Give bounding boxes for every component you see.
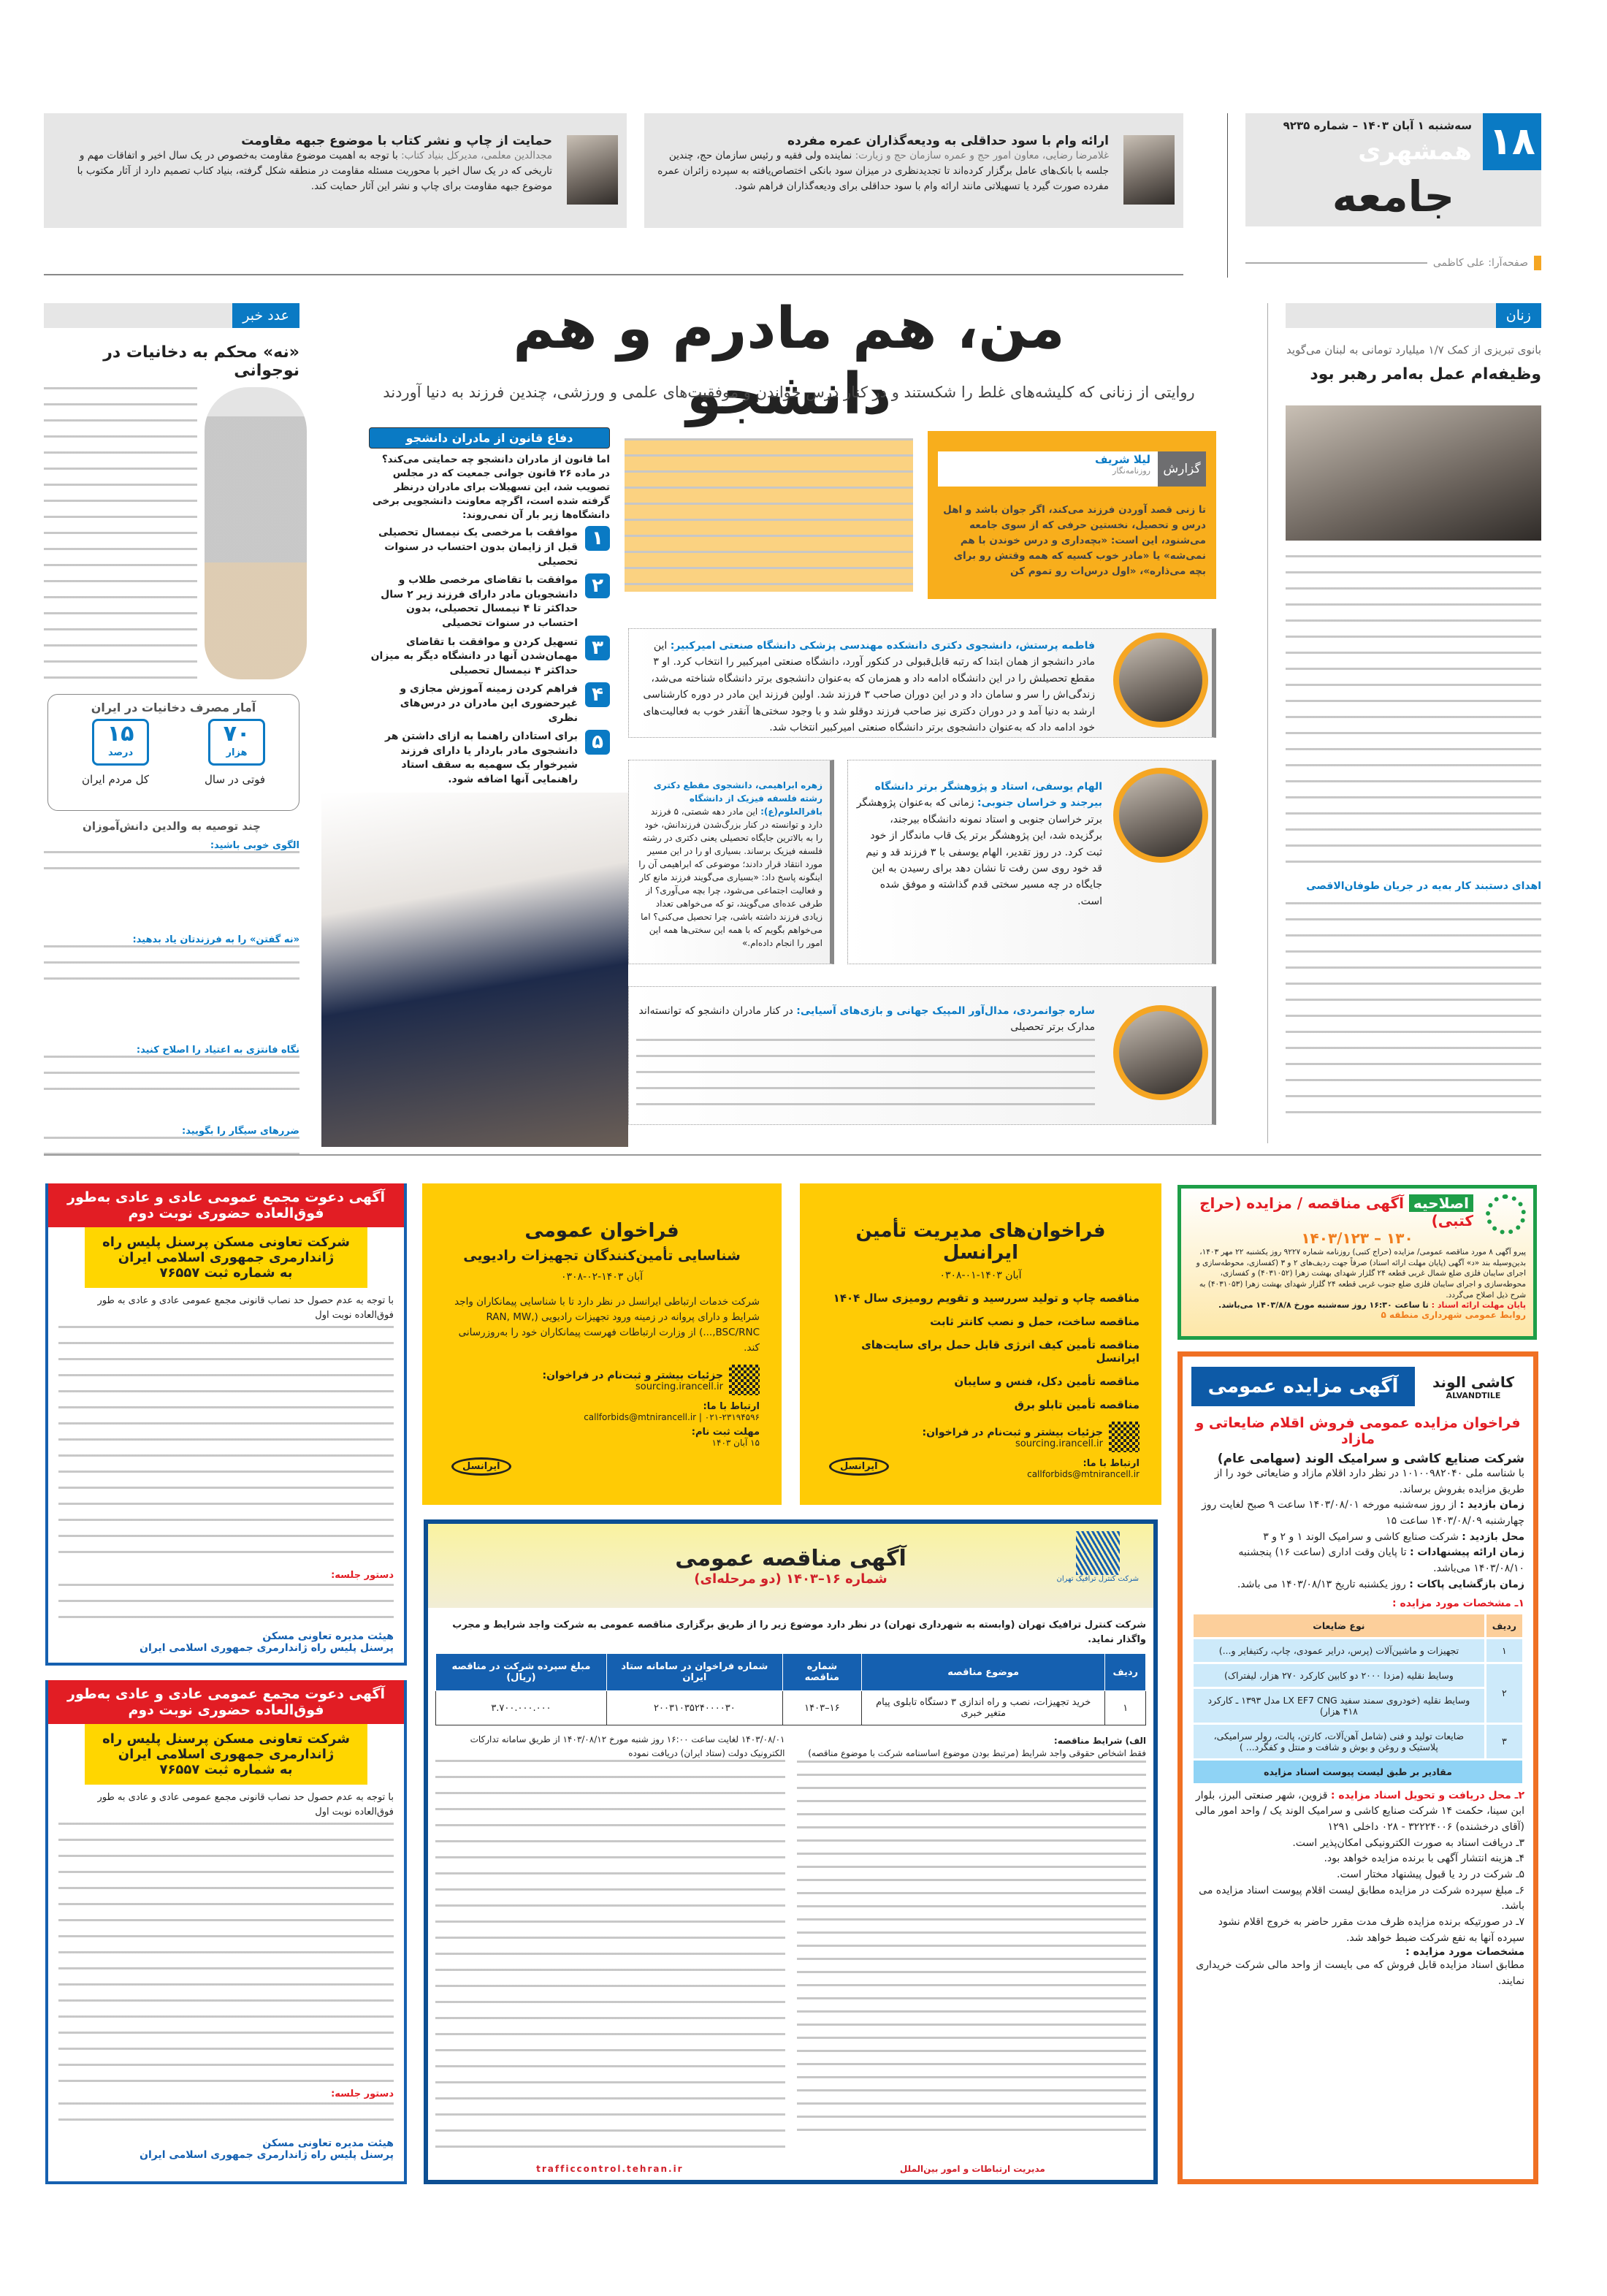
ad-title: فراخوان‌های مدیریت تأمین ایرانسل: [855, 1220, 1106, 1264]
final-label: مشخصات مورد مزایده :: [1405, 1946, 1524, 1959]
profile-zahra: [628, 760, 834, 964]
cell: تجهیزات و ماشین‌آلات (پرس، درایر عمودی، چاپ، رکتیفایر و...): [1193, 1638, 1486, 1663]
tender-list: [822, 1292, 1140, 1411]
ad-number: ۱۳۰ – ۱۴۰۳/۱۲۳: [1301, 1229, 1413, 1247]
profile-text: این مادر دهه شصتی، ۵ فرزند دارد و توانسته در کنار بزرگ‌شدن فرزندانش، خود را به بالاترین جایگاه تحصیلی یعنی دکتری در رشته فلسفه فیزیک برساند. بسیاری او را در این مسیر مورد انتقاد قرار دادند؛ موضوعی که ابراهیمی آن را اینگونه پاسخ داد: «بسیاری می‌گویند فرزند مانع کار و فعالیت اجتماعی می‌شود، چرا بچه می‌آوری؟ از طرفی عده‌ای می‌گویند، تو که می‌خواهی تعداد زیادی فرزند داشته باشی، چرا تحصیل می‌کنی؟ اما می‌خواهم بگویم که با همه این سختی‌ها همه این امور را انجام داده‌ام.»: [638, 806, 822, 948]
bullet-label: زمان ارائه پیشنهادات :: [1409, 1546, 1524, 1559]
ad-footer: هیئت مدیره تعاونی مسکن: [262, 1631, 394, 1643]
ad-body: شرکت خدمات ارتباطی ایرانسل در نظر دارد تا با شناسایی پیمانکاران واجد شرایط و دارای پروانه در زمینه ورود تجهیزات رادیویی (RAN, MW, BSC/RNC,...) از وزارت ارتباطات فهرست پیمانکاران خود را به‌روزرسانی کند.: [454, 1296, 760, 1354]
tender-item: مناقصه چاپ و تولید سررسید و تقویم رومیزی سال ۱۴۰۴: [833, 1292, 1140, 1305]
stat-unit: هزار: [226, 747, 248, 758]
tips-title: چند توصیه به والدین دانش‌آموزان: [83, 820, 261, 833]
ad-footer: هیئت مدیره تعاونی مسکن: [262, 2137, 394, 2150]
correction-badge: اصلاحیه: [1409, 1194, 1473, 1212]
section-tag-number: [44, 303, 299, 328]
ad-code: آبان ۱۴۰۳-۰۲-۰۳۰۸: [560, 1271, 644, 1283]
cell: ۳: [1485, 1723, 1523, 1759]
tip-title: ضررهای سیگار را بگویید:: [182, 1126, 299, 1137]
stat-value: ۷۰: [223, 721, 251, 747]
contact-info: callforbids@mtnirancell.ir: [1027, 1469, 1140, 1479]
item-text: تسهیل کردن و موافقت با تقاضای مهمان‌شدن آنها در دانشگاه دیگر به میزان حداکثر ۴ نیمسال تحصیلی: [370, 636, 578, 676]
profile-name: زهره ابراهیمی، دانشجوی مقطع دکتری رشته فلسفه فیزیک از دانشگاه باقرالعلوم(ع):: [653, 780, 822, 817]
hookah-image: [205, 387, 307, 679]
tender-item: مناقصه ساخت، حمل و نصب کانتر ثابت: [930, 1315, 1140, 1328]
profile-photo: [1113, 768, 1208, 863]
item2-text: قزوین، شهر صنعتی البرز، بلوار ابن سینا، حکمت ۱۴ شرکت صنایع کاشی و سرامیک الوند یک / واحد امور مالی (آقای درخشنده) ۳۲۲۲۴۰۰۶ - ۰۲۸ داخلی ۱۲۹۱: [1195, 1789, 1524, 1833]
cell: ۲۰۰۳۱۰۳۵۲۴۰۰۰۰۳۰: [606, 1691, 782, 1725]
ad-alvand-auction: [1177, 1351, 1538, 2184]
tobacco-stats-box: [47, 694, 299, 811]
note: ۶ـ مبلغ سپرده شرکت در مزایده مطابق لیست اقلام پیوست اسناد مزایده می باشد.: [1199, 1884, 1524, 1912]
law-box-intro: اما قانون از مادران دانشجو چه حمایتی می‌کند؟ در ماده ۲۶ قانون جوانی جمعیت که در مجلس تصویب شد، این تسهیلات برای مادران درنظر گرفته شده است، اگرچه معاونت دانشجویی برخی دانشگاه‌ها زیر بار آن نمی‌روند:: [372, 454, 610, 521]
dates-text: ۱۴۰۳/۰۸/۰۱ لغایت ساعت ۱۶:۰۰ روز شنبه مورخ ۱۴۰۳/۰۸/۱۲ از طریق سامانه تدارکات الکترونیک دولت (ستاد ایران) دریافت نموده: [470, 1734, 785, 1758]
report-lead: تا زنی قصد آوردن فرزند می‌کند، اگر جوان باشد و اهل درس و تحصیل، نخستین حرفی که از سوی جامعه می‌شنود، این است: «بچه‌داری و درس خوندن با هم نمی‌شه» یا «مادر خوب کسیه که همه وقتش رو برای بچه می‌ذاره»، «اول درس‌ات رو تموم کن: [943, 504, 1206, 577]
stat-population: [82, 719, 149, 786]
ad-link[interactable]: sourcing.irancell.ir: [1015, 1438, 1103, 1449]
logo-text: شرکت کنترل ترافیک تهران: [1056, 1575, 1139, 1583]
tips-list: [44, 840, 299, 1169]
bullet-label: محل بازدید :: [1462, 1530, 1524, 1543]
logo-text-en: ALVANDTILE: [1446, 1390, 1501, 1400]
women-body-text: [1286, 555, 1541, 869]
stat-label: فوتی در سال: [204, 773, 266, 786]
contact-info: ۰۲۱-۲۳۱۹۴۵۹۶ | callforbids@mtnirancell.ir: [584, 1411, 760, 1422]
author-name: لیلا شریف: [1095, 453, 1150, 466]
ad-title: آگهی مناقصه عمومی: [675, 1545, 906, 1571]
bullet-text: از روز سه‌شنبه مورخه ۱۴۰۳/۰۸/۰۱ ساعت ۹ صبح لغایت روز چهارشنبه ۱۴۰۳/۰۸/۰۹ ساعت ۱۵: [1202, 1499, 1524, 1528]
law-box: [369, 427, 610, 787]
ad-company: شرکت تعاونی مسکن پرسنل پلیس راه ژاندارمری جمهوری اسلامی ایران: [102, 1731, 350, 1762]
tip-title: الگوی خوبی باشید:: [210, 840, 299, 851]
profile-text: این مادر دانشجو از همان ابتدا که رتبه قابل‌قبولی در کنکور آورد، دانشگاه صنعتی امیرکبیر را انتخاب کرد. او ۳ مقطع تحصیلش را در این دانشگاه ادامه داد و همزمان که به‌عنوان دانشجوی برتر دانشگاه شناخته می‌شد، زندگی‌اش را سر و سامان داد و در این دوران صاحب ۳ فرزند شد. اولین فرزند این مادر در دوره کارشناسی ارشد به دنیا آمد و در دوران دکتری نیز صاحب فرزند دوقلو شد و با وجود سختی‌ها آنقدر خوب به فعالیت‌های خود ادامه داد که به‌عنوان دانشجوی برتر دانشگاه صنعتی امیرکبیر انتخاب شد.: [643, 640, 1095, 733]
tag-label: عدد خبر: [232, 303, 299, 328]
profile-name: الهام یوسفی، استاد و پژوهشگر برتر دانشگاه بیرجند و خراسان جنوبی:: [874, 781, 1102, 809]
ad-company: شرکت تعاونی مسکن پرسنل پلیس راه ژاندارمری جمهوری اسلامی ایران: [102, 1235, 350, 1265]
irancell-logo: ایرانسل: [451, 1457, 511, 1476]
item-text: برای استادان راهنما به ازای داشتن هر دانشجوی مادر باردار یا دارای فرزند شیرخوار یک سهمیه به سقف استاد راهنمایی آنها اضافه شود.: [385, 731, 578, 785]
column-header: مبلغ سپرده شرکت در مناقصه (ریال): [436, 1654, 607, 1691]
column-header: ردیف: [1485, 1613, 1523, 1638]
ad-footer: مدیریت ارتباطات و امور بین‌الملل: [899, 2164, 1045, 2174]
cell: ۱۶–۱۴۰۳: [782, 1691, 861, 1725]
page-number: ۱۸: [1483, 113, 1541, 170]
news-title: ارائه وام با سود حداقلی به ودیعه‌گذاران عمره مفرده: [787, 134, 1109, 148]
stats-title: آمار مصرف دخانیات در ایران: [91, 701, 256, 714]
news-photo: [1123, 135, 1175, 205]
main-headline: من، هم مادرم و هم دانشجو: [513, 296, 1065, 427]
details-label: جزئیات بیشتر و ثبت‌نام در فراخوان:: [922, 1427, 1103, 1438]
ad-irancell-radio: [422, 1183, 782, 1505]
profile-text: زمانی که به‌عنوان پژوهشگر برتر خراسان جنوبی و استاد نمونه دانشگاه بیرجند، برگزیده شد، این پژوهشگر برتر یک قاب ماندگار از خود ثبت کرد. در روز تقدیر، الهام یوسفی با ۳ فرزند قد و نیم قد خود روی سن رفت تا نشان دهد برای رسیدن به این جایگاه در چه مسیر سختی قدم گذاشته و موفق شده است.: [856, 797, 1102, 907]
ad-number: شماره ۱۶–۱۴۰۳ (دو مرحله‌ای): [694, 1571, 888, 1587]
column-header: شماره مناقصه: [782, 1654, 861, 1691]
profile-fatemeh: [628, 628, 1216, 738]
item2-label: ۲ـ محل دریافت و تحویل اسناد مزایده :: [1330, 1789, 1524, 1801]
ad-footer: روابط عمومی شهرداری منطقه ۵: [1381, 1310, 1526, 1321]
note: ۳ـ دریافت اسناد به صورت الکترونیکی امکان‌پذیر است.: [1292, 1837, 1524, 1849]
author-role: روزنامه‌نگار: [1112, 466, 1150, 476]
alvand-logo: [1422, 1373, 1524, 1400]
ad-correction: [1177, 1185, 1537, 1340]
layout-credit: [1245, 256, 1541, 270]
women-title: وظیفه‌ام عمل به‌امر رهبر بود: [1310, 365, 1541, 384]
profile-sareh: [628, 986, 1216, 1125]
table-row: [1193, 1687, 1524, 1723]
conditions-label: الف) شرایط مناقصه:: [1053, 1736, 1146, 1747]
deadline-label: پایان مهلت ارائه اسناد :: [1431, 1300, 1526, 1311]
main-subtitle: روایتی از زنانی که کلیشه‌های غلط را شکستند و در کنار درس خواندن و موفقیت‌های علمی و ورزشی، چندین فرزند به دنیا آوردند: [383, 384, 1195, 401]
ad-code: آبان ۱۴۰۳-۰۱-۰۳۰۸: [939, 1270, 1022, 1281]
cell: وسایط نقلیه (مزدا ۲۰۰۰ دو کابین کارکرد ۲۷۰ هزار، لیفتراک): [1193, 1663, 1486, 1687]
law-item: [369, 573, 610, 630]
cell: ۳.۷۰۰.۰۰۰.۰۰۰: [436, 1691, 607, 1725]
agenda-label: دستور جلسه:: [331, 1570, 394, 1582]
news-body: با توجه به اهمیت موضوع مقاومت به‌خصوص در یک سال اخیر و اتفاقات مهم و تاریخی که در یک سال اخیر با محوریت مسئله مقاومت در منطقه شکل گرفته، بنیاد کتاب تصمیم دارد از آثار مکتوب با موضوع جبهه مقاومت برای چاپ و نشر این آثار حمایت کند.: [77, 150, 552, 192]
bullet-text: روز یکشنبه تاریخ ۱۴۰۳/۰۸/۱۳ می باشد.: [1237, 1578, 1406, 1590]
ad-title: آگهی مزایده عمومی: [1191, 1367, 1415, 1406]
tender-table: [435, 1653, 1146, 1725]
ad-intro: با شناسه ملی ۱۰۱۰۰۹۸۲۰۴۰ در نظر دارد اقلام مازاد و ضایعاتی خود را از طریق مزایده بفروش برساند.: [1214, 1468, 1524, 1495]
note: ۷ـ در صورتیکه برنده مزایده ظرف مدت مقرر حاضر به خروج اقلام نشود سپرده آنها به نفع شرکت ضبط خواهد شد.: [1218, 1916, 1524, 1944]
tobacco-body-text: [44, 387, 197, 679]
bullet-label: زمان بازدید :: [1459, 1499, 1524, 1511]
law-item: [369, 526, 610, 569]
masthead: [1245, 113, 1541, 226]
alvand-bullet: [1191, 1577, 1524, 1593]
bullet-text: شرکت صنایع کاشی و سرامیک الوند ۱ و ۲ و ۳: [1263, 1530, 1459, 1543]
ad-title: فراخوان عمومی: [524, 1220, 679, 1242]
item-number: ۴: [585, 682, 610, 707]
column-header: نوع ضایعات: [1193, 1613, 1486, 1638]
tehran-municipality-logo-icon: [1486, 1194, 1526, 1235]
spec-title: ۱ـ مشخصات مورد مزایده :: [1392, 1597, 1524, 1609]
agenda-label: دستور جلسه:: [331, 2089, 394, 2100]
column-header: شماره فراخوان در سامانه ستاد ایران: [606, 1654, 782, 1691]
item-text: موافقت با مرخصی یک نیمسال تحصیلی قبل از زایمان بدون احتساب در سنوات تحصیلی: [378, 527, 578, 568]
tip-title: «نه گفتن» را به فرزندتان یاد بدهید:: [132, 934, 299, 945]
table-row: [1193, 1723, 1524, 1759]
note: ۴ـ هزینه انتشار آگهی با برنده مزایده خواهد بود.: [1324, 1853, 1524, 1865]
logo-text: کاشی الوند: [1432, 1373, 1514, 1391]
mother-student-photo: [321, 793, 628, 1147]
alvand-bullet: [1191, 1530, 1524, 1546]
ad-headline: فراخوان مزایده عمومی فروش اقلام ضایعاتی و مازاد: [1195, 1415, 1521, 1447]
tender-item: مناقصه تأمین کیف انرژی قابل حمل برای سایت‌های ایرانسل: [861, 1338, 1140, 1365]
profile-name: ساره جوانمردی، مدال‌آور المپیک جهانی و بازی‌های آسیایی:: [796, 1005, 1095, 1017]
top-news-hajj: [644, 113, 1183, 228]
report-box: [928, 431, 1216, 599]
deadline: ۱۵ آبان ۱۴۰۳: [711, 1437, 760, 1448]
ad-irancell-supply: [800, 1183, 1161, 1505]
tip-title: نگاه فانتزی به اعتیاد را اصلاح کنید:: [136, 1045, 299, 1056]
details-label: جزئیات بیشتر و ثبت‌نام در فراخوان:: [542, 1369, 723, 1381]
column-header: موضوع مناقصه: [861, 1654, 1105, 1691]
stat-label: کل مردم ایران: [81, 773, 150, 786]
traffic-company-logo: [1057, 1531, 1139, 1583]
item-number: ۲: [585, 573, 610, 598]
ad-link[interactable]: trafficcontrol.tehran.ir: [536, 2164, 684, 2174]
conditions-text: فقط اشخاص حقوقی واجد شرایط (مرتبط بودن موضوع اساسنامه شرکت با موضوع مناقصه): [808, 1748, 1146, 1759]
women-kicker: بانوی تبریزی از کمک ۱/۷ میلیارد تومانی به لبنان می‌گوید: [1286, 343, 1541, 356]
ad-footer: پرسنل پلیس راه ژاندارمری جمهوری اسلامی ایران: [140, 2149, 394, 2162]
table-row: [1193, 1638, 1524, 1663]
report-label: گزارش: [1158, 451, 1206, 487]
women-photo: [1286, 405, 1541, 541]
cell: وسایط نقلیه (خودروی سمند سفید LX EF7 CNG مدل ۱۳۹۳ ـ کارکرد ۴۱۸ هزار): [1193, 1687, 1486, 1723]
ad-header: آگهی دعوت مجمع عمومی عادی و عادی به‌طور فوق‌العاده حضوری نوبت دوم: [48, 1183, 404, 1227]
item-number: ۱: [585, 526, 610, 551]
bullet-text: تا پایان وقت اداری (ساعت ۱۶) پنجشنبه ۱۴۰۳/۰۸/۱۰ می‌باشد.: [1238, 1546, 1524, 1575]
news-body: نماینده ولی فقیه و رئیس سازمان حج، چندین جلسه با بانک‌های عامل برگزار کرده‌اند تا تجدیدنظری در میزان سود بانکی اختصاص‌یافته به سپرده زائران عمره مفرده صورت گیرد یا تسهیلاتی مانند ارائه وام با سود حداقلی برای ودیعه‌گذاران فراهم شود.: [657, 150, 1109, 192]
ad-police-coop-2: [45, 1680, 407, 2184]
cell: خرید تجهیزات، نصب و راه اندازی ۳ دستگاه تابلوی پیام متغیر خبری: [861, 1691, 1105, 1725]
tender-item: مناقصه تأمین دکل، فنس و سایبان: [954, 1375, 1140, 1388]
section-tag-women: [1286, 303, 1541, 328]
table-row: [436, 1691, 1146, 1725]
alvand-bullet: [1191, 1545, 1524, 1576]
ad-police-coop-1: [45, 1183, 407, 1666]
law-box-title: دفاع قانون از مادران دانشجو: [369, 427, 610, 449]
qr-code-icon: [1109, 1422, 1140, 1452]
deadline: تا ساعت ۱۶:۳۰ روز سه‌شنبه مورخ ۱۴۰۳/۸/۸ می‌باشد.: [1218, 1300, 1429, 1311]
women-body-text-2: [1286, 902, 1541, 1121]
news-source: غلامرضا رضایی، معاون امور حج و عمره سازمان حج و زیارت:: [855, 150, 1109, 161]
news-title: حمایت از چاپ و نشر کتاب با موضوع جبهه مقاومت: [241, 134, 552, 148]
item-number: ۵: [585, 730, 610, 755]
ad-footer: پرسنل پلیس راه ژاندارمری جمهوری اسلامی ایران: [140, 1642, 394, 1655]
cell: ۲: [1485, 1663, 1523, 1723]
ad-title: آگهی مناقصه / مزایده (حراج کتبی): [1199, 1194, 1473, 1229]
news-photo: [567, 135, 618, 205]
cell: ۱: [1485, 1638, 1523, 1663]
irancell-logo: ایرانسل: [829, 1457, 889, 1476]
ad-traffic-tender: [424, 1519, 1158, 2184]
column-header: ردیف: [1105, 1654, 1146, 1691]
paper-logo: همشهری: [1358, 137, 1472, 166]
deadline-label: مهلت ثبت نام:: [691, 1426, 760, 1438]
law-item: [369, 636, 610, 679]
ad-subtitle: شناسایی تأمین‌کنندگان تجهیزات رادیویی: [463, 1248, 741, 1264]
tobacco-title: «نه» محکم به دخانیات در نوجوانی: [103, 343, 299, 380]
law-item: [369, 730, 610, 787]
law-item: [369, 682, 610, 725]
final-text: مطابق اسناد مزایده قابل فروش که می بایست از واحد مالی شرکت خریداری نمایند.: [1196, 1959, 1524, 1988]
item-text: موافقت با تقاضای مرخصی طلاب و دانشجویان مادر دارای فرزند زیر ۲ سال حداکثر تا ۴ نیمسال تحصیلی، بدون احتساب در سنوات تحصیلی: [381, 574, 578, 630]
item-text: فراهم کردن زمینه آموزش مجازی و غیرحضوری این مادران در درس‌های نظری: [400, 683, 578, 724]
cell: ۱: [1105, 1691, 1146, 1725]
tender-item: مناقصه تأمین تابلو برق: [1014, 1398, 1140, 1411]
ad-intro: با توجه به عدم حصول حد نصاب قانونی مجمع عمومی عادی و عادی به طور فوق‌العاده نوبت اول: [97, 1295, 394, 1321]
profile-photo: [1113, 633, 1208, 728]
profile-name: فاطمه پرستش، دانشجوی دکتری دانشکده مهندسی پزشکی دانشگاه صنعتی امیرکبیر:: [670, 640, 1095, 652]
stat-unit: درصد: [107, 747, 134, 758]
contact-label: ارتباط با ما:: [1083, 1458, 1140, 1469]
ad-reg: به شماره ثبت ۷۶۵۵۷: [159, 1265, 293, 1281]
ad-company: شرکت صنایع کاشی و سرامیک الوند (سهامی عام): [1217, 1452, 1524, 1466]
alvand-bullet: [1191, 1498, 1524, 1529]
ad-body: پیرو آگهی ۸ مورد مناقصه عمومی/ مزایده (حراج کتبی) روزنامه شماره ۹۲۲۷ روز یکشنبه ۲۲ مهر ۱۴۰۳، بدین‌وسیله بند «د» آگهی (پایان مهلت ارائه اسناد) صرفاً جهت ردیف‌های ۲ و ۳ (کفسازی، محوطه‌سازی و اجرای سایبان فلزی ضلع شمال غربی قطعه ۲۴ گلزار شهدای بهشت زهرا (۴۰۳۱۰۵۲) و کفسازی، محوطه‌سازی و اجرای سایبان فلزی ضلع جنوب غربی قطعه ۲۴ گلزار شهدای بهشت زهرا (۴۰۳۱۰۵۳) به شرح ذیل اصلاح می‌گردد.: [1196, 1248, 1526, 1300]
bullet-label: زمان بازگشایی پاکات :: [1409, 1578, 1524, 1590]
tag-label: زنان: [1496, 303, 1541, 328]
report-body-cont: [625, 438, 913, 592]
news-source: مجدالدین معلمی، مدیرکل بنیاد کتاب:: [401, 150, 552, 161]
ad-header: آگهی دعوت مجمع عمومی عادی و عادی به‌طور فوق‌العاده حضوری نوبت دوم: [48, 1680, 404, 1724]
ad-intro: با توجه به عدم حصول حد نصاب قانونی مجمع عمومی عادی و عادی به طور فوق‌العاده نوبت اول: [97, 1792, 394, 1818]
stat-deaths: [205, 719, 265, 786]
section-title: جامعه: [1332, 172, 1455, 221]
qr-code-icon: [729, 1365, 760, 1395]
item-number: ۳: [585, 636, 610, 660]
top-news-book: [44, 113, 627, 228]
table-row: [1193, 1663, 1524, 1687]
ad-reg: به شماره ثبت ۷۶۵۵۷: [159, 1762, 293, 1777]
cell: ضایعات تولید و فنی (شامل آهن‌آلات، کارتن، پالت، رولر سرامیکی، پلاستیک و روغن و بوش و شافت و منتل و کفگرد... ): [1193, 1723, 1486, 1759]
table-footer: مقادیر بر طبق لیست پیوست اسناد مزایده: [1193, 1759, 1524, 1784]
profile-elham: [847, 760, 1216, 964]
ad-link[interactable]: sourcing.irancell.ir: [635, 1381, 723, 1392]
stat-value: ۱۵: [107, 721, 134, 747]
ad-intro: شرکت کنترل ترافیک تهران (وابسته به شهرداری تهران) در نظر دارد موضوع زیر را از طریق برگزاری مناقصه عمومی به شرکت واجد شرایط و مجرب واگذار نماید.: [452, 1620, 1146, 1646]
note: ۵ـ شرکت در رد یا قبول پیشنهاد مختار است.: [1337, 1868, 1524, 1880]
contact-label: ارتباط با ما:: [703, 1400, 760, 1412]
women-subhead: اهدای دستبند کار به‌یه در جریان طوفان‌الاقصی: [1306, 880, 1541, 892]
profile-text: در کنار مادران دانشجو که توانسته‌اند مدارک برتر تحصیلی: [638, 1005, 1095, 1034]
profile-photo: [1113, 1005, 1208, 1100]
layout-credit-text: صفحه‌آرا: علی کاظمی: [1432, 257, 1528, 269]
auction-table: [1191, 1612, 1524, 1785]
date-issue: سه‌شنبه ۱ آبان ۱۴۰۳ – شماره ۹۲۳۵: [1283, 119, 1472, 132]
